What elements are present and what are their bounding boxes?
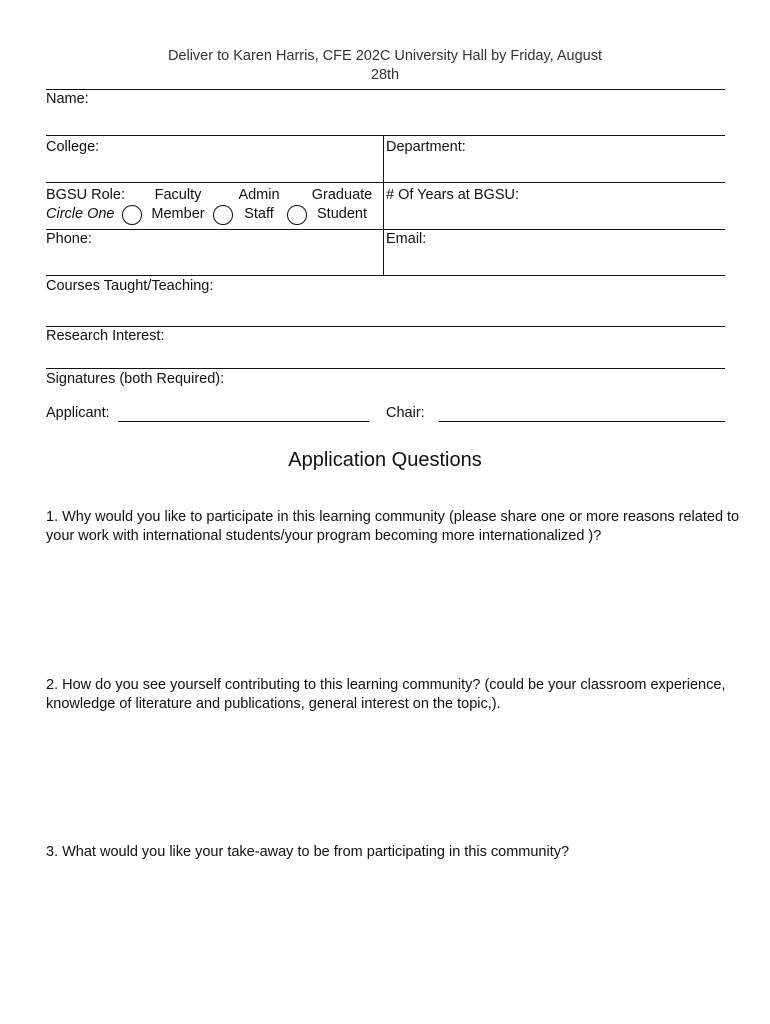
delivery-instructions-line-1: Deliver to Karen Harris, CFE 202C University Hall by Friday, August [167, 48, 603, 64]
question-3: 3. What would you like your take-away to be from participating in this community? [46, 844, 570, 860]
applicant-signature-line[interactable] [118, 421, 369, 422]
faculty-label-line-1: Faculty [154, 187, 202, 203]
graduate-label-line-2: Student [317, 206, 367, 222]
admin-label-line-1: Admin [238, 187, 280, 203]
chair-signature-line[interactable] [439, 421, 725, 422]
graduate-circle-icon[interactable] [287, 205, 307, 225]
question-1: 1. Why would you like to participate in this learning community (please share one or more reasons related to your work with international students/your program becoming more internationalized )? [46, 509, 740, 544]
faculty-label-line-2: Member [151, 206, 205, 222]
signatures-label: Signatures (both Required): [46, 371, 225, 387]
application-questions-title: Application Questions [288, 449, 482, 471]
years-at-bgsu-label: # Of Years at BGSU: [386, 187, 519, 203]
admin-circle-icon[interactable] [213, 205, 233, 225]
department-label: Department: [386, 139, 466, 155]
research-underline [46, 368, 725, 369]
faculty-circle-icon[interactable] [122, 205, 142, 225]
delivery-instructions-line-2: 28th [370, 67, 400, 83]
college-label: College: [46, 139, 100, 155]
college-underline [46, 182, 725, 183]
circle-one-hint: Circle One [46, 206, 115, 222]
name-label: Name: [46, 91, 89, 107]
research-label: Research Interest: [46, 328, 165, 344]
phone-underline [46, 275, 725, 276]
chair-label: Chair: [386, 405, 425, 421]
bgsu-role-label: BGSU Role: [46, 187, 125, 203]
column-divider [383, 135, 384, 276]
phone-label: Phone: [46, 231, 92, 247]
top-divider [46, 89, 725, 90]
question-2: 2. How do you see yourself contributing to this learning community? (could be your classroom experience, knowledge of literature and publications, general interest on the topic,). [46, 677, 726, 712]
graduate-label-line-1: Graduate [311, 187, 373, 203]
courses-label: Courses Taught/Teaching: [46, 278, 214, 294]
name-underline [46, 135, 725, 136]
admin-label-line-2: Staff [244, 206, 274, 222]
email-label: Email: [386, 231, 427, 247]
applicant-label: Applicant: [46, 405, 110, 421]
